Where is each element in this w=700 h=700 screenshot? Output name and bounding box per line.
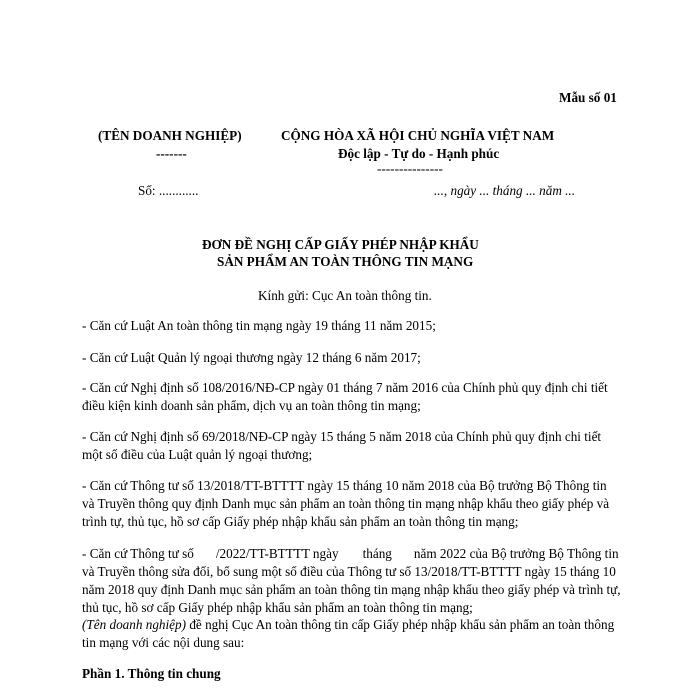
document-title-line-2: SẢN PHẨM AN TOÀN THÔNG TIN MẠNG	[217, 254, 474, 269]
legal-basis-5: - Căn cứ Thông tư số 13/2018/TT-BTTTT ngày 15 tháng 10 năm 2018 của Bộ trưởng Bộ Thông tin và Truyền thông quy định Danh mục sản phẩm an toàn thông tin mạng nhập khẩu theo giấy phép và trình tự, thủ tục, hồ sơ cấp Giấy phép nhập khẩu sản phẩm an toàn thông tin mạng;	[82, 478, 610, 529]
request-paragraph	[82, 616, 622, 652]
recipient-line: Kính gửi: Cục An toàn thông tin.	[258, 288, 432, 303]
company-name-placeholder: (TÊN DOANH NGHIỆP)	[98, 128, 242, 143]
legal-basis-6-part2: /2022/TT-BTTTT ngày	[215, 546, 339, 561]
document-title-line-1: ĐƠN ĐỀ NGHỊ CẤP GIẤY PHÉP NHẬP KHẨU	[202, 237, 479, 252]
legal-basis-6-part4: năm 2022 của Bộ trưởng Bộ Thông tin và Truyền thông sửa đổi, bổ sung một số điều của Thông tư số 13/2018/TT-BTTTT ngày 15 tháng 10 năm 2018 quy định Danh mục sản phẩm an toàn thông tin mạng nhập khẩu theo giấy phép và trình tự, thủ tục, hồ sơ cấp Giấy phép nhập khẩu sản phẩm an toàn thông tin mạng;	[82, 546, 621, 615]
legal-basis-4: - Căn cứ Nghị định số 69/2018/NĐ-CP ngày 15 tháng 5 năm 2018 của Chính phủ quy định chi tiết một số điều của Luật quản lý ngoại thương;	[82, 429, 602, 462]
section-1-title: Phần 1. Thông tin chung	[82, 666, 221, 681]
company-name-inline-placeholder: (Tên doanh nghiệp)	[82, 617, 187, 632]
motto-rule: ---------------	[377, 161, 443, 176]
date-line: ..., ngày ... tháng ... năm ...	[434, 183, 576, 198]
legal-basis-6-part3: tháng	[362, 546, 392, 561]
legal-basis-3: - Căn cứ Nghị định số 108/2016/NĐ-CP ngày 01 tháng 7 năm 2016 của Chính phủ quy định chi tiết điều kiện kinh doanh sản phẩm, dịch vụ an toàn thông tin mạng;	[82, 380, 608, 413]
legal-basis-1: - Căn cứ Luật An toàn thông tin mạng ngày 19 tháng 11 năm 2015;	[82, 318, 436, 333]
legal-basis-6-part1: - Căn cứ Thông tư số	[82, 546, 194, 561]
company-rule: -------	[156, 146, 187, 161]
legal-basis-6	[82, 545, 622, 617]
national-motto: Độc lập - Tự do - Hạnh phúc	[338, 146, 500, 161]
form-number: Mẫu số 01	[559, 90, 617, 105]
request-text: đề nghị Cục An toàn thông tin cấp Giấy phép nhập khẩu sản phẩm an toàn thông tin mạng với các nội dung sau:	[82, 617, 615, 650]
document-number: Số: ............	[138, 183, 199, 198]
country-name: CỘNG HÒA XÃ HỘI CHỦ NGHĨA VIỆT NAM	[281, 128, 555, 143]
legal-basis-2: - Căn cứ Luật Quản lý ngoại thương ngày 12 tháng 6 năm 2017;	[82, 350, 421, 365]
